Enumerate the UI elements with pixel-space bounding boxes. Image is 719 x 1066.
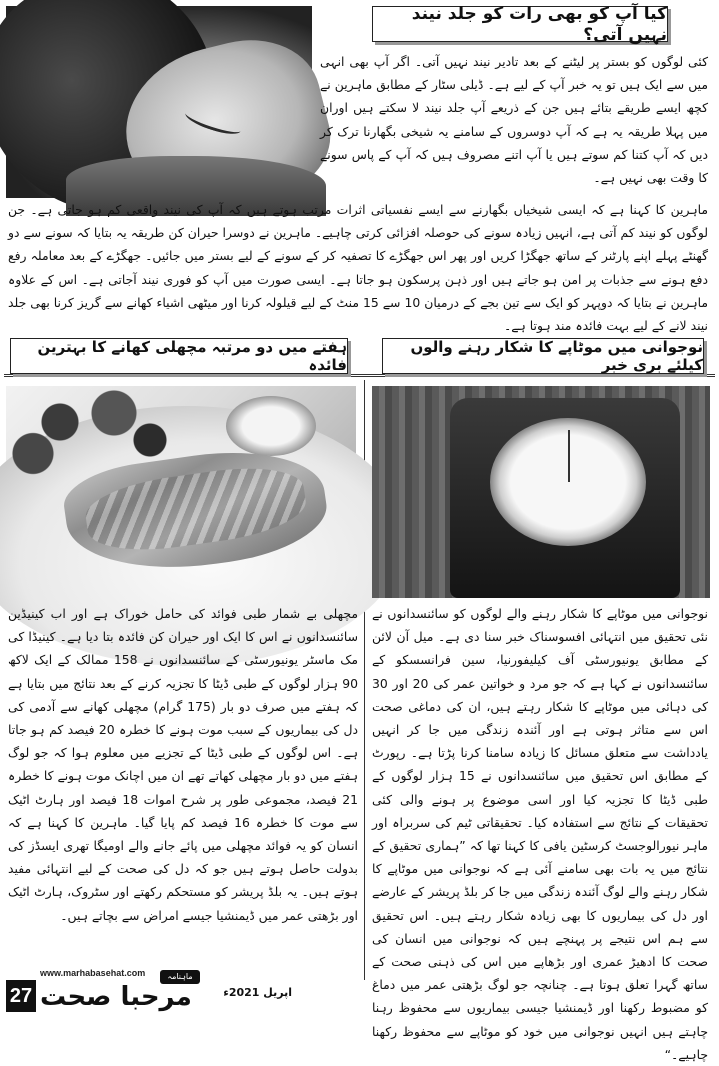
sleeping-woman-photo [6,6,312,198]
top-article-title: کیا آپ کو بھی رات کو جلد نیند نہیں آتی؟ [372,6,668,42]
page-number: 27 [6,980,36,1012]
salmon-dish-photo [6,386,356,598]
weighing-scale-photo [372,386,710,598]
website-link[interactable]: www.marhabasehat.com [40,968,146,978]
issue-date: اپریل 2021ء [223,986,292,999]
magazine-tag: ماہنامہ [160,970,200,984]
top-article-body-part-1: کئی لوگوں کو بستر پر لیٹنے کے بعد تادیر نیند نہیں آتی۔ اگر آپ بھی انہی میں سے ایک ہیں تو یہ خبر آپ کے لیے ہے۔ ڈیلی سٹار کے مطابق ماہرین نے کچھ ایسے طریقے بتائے ہیں جن کے ذریعے آپ جلد نیند لا سکتے ہیں اوران میں پہلا طریقہ یہ ہے کہ آپ دوسروں کے سامنے یہ شیخی بگھارنا ترک کر دیں کہ آپ کتنا کم سوتے ہیں یا آپ اتنے مصروف ہیں کہ آپ کے پاس سونے کا وقت بھی نہیں ہے۔ [320,54,708,186]
top-article-body-part-2: ماہرین کا کہنا ہے کہ ایسی شیخیاں بگھارنے سے ایسے نفسیاتی اثرات مرتب ہوتے ہیں کہ آپ کی نیند واقعی کم ہو جاتی ہے۔ جن لوگوں کو نیند کم آتی ہے، انہیں زیادہ سونے کی حوصلہ افزائی کرتی چاہیے۔ ماہرین نے دوسرا حیران کن طریقہ یہ بتایا کہ سونے سے دو گھنٹے پہلے اپنے پارٹنر کے ساتھ جھگڑا کریں اور پھر اس جھگڑے کا تصفیہ کر کے سونے کے لیے بستر میں جائیں۔ جھگڑے کے بعد معاملہ رفع دفع ہونے سے جذبات پر امن ہو جاتے ہیں اور ذہن پرسکون ہو جاتا ہے۔ ایسی صورت میں آپ کو فوری نیند آجاتی ہے۔ اس کے علاوہ ماہرین نے بتایا کہ دوپہر کو ایک سے تین بجے کے درمیان 10 سے 15 منٹ کے لیے قیلولہ کرنا اور میٹھی اشیاء کھانے سے گریز کرنا بھی جلد نیند لانے کے لیے بہت فائدہ مند ہوتا ہے۔ [8,202,708,334]
magazine-masthead: مرحبا صحت [40,982,192,1012]
obesity-article-body: نوجوانی میں موٹاپے کا شکار رہنے والے لوگوں کو سائنسدانوں نے نئی تحقیق میں انتہائی افسوسناک خبر سنا دی ہے۔ میل آن لائن کے مطابق یونیورسٹی آف کیلیفورنیا، سین فرانسسکو کے سائنسدانوں نے کہا ہے کہ جو مرد و خواتین عمر کی 20 اور 30 کی دہائی میں موٹاپے کا شکار رہتے ہیں، ان کی دماغی صحت اس سے متاثر ہوتی ہے اور آئندہ زندگی میں جا کر انہیں یادداشت سے متعلق مسائل کا زیادہ سامنا کرنا پڑتا ہے۔ رپورٹ کے مطابق اس تحقیق میں سائنسدانوں نے 15 ہزار لوگوں کے طبی ڈیٹا کا تجزیہ کیا اور اسی موضوع پر ہونے والی کئی تحقیقات کے نتائج سے استفادہ کیا۔ تحقیقاتی ٹیم کی سربراہ اور ماہر نیورالوجسٹ کرسٹین یافی کا کہنا تھا کہ ”ہماری تحقیق کے نتائج میں یہ بات بھی سامنے آئی ہے کہ نوجوانی میں موٹاپے کا شکار رہنے والے لوگ آئندہ زندگی میں جا کر بلڈ پریشر کے عارضے اور دل کی بیماریوں کا بھی زیادہ شکار رہتے ہیں۔ اس تحقیق سے ہم اس نتیجے پر پہنچے ہیں کہ نوجوانی میں انسان کی صحت کا ادھیڑ عمری اور بڑھاپے میں اس کی ذہنی صحت کے ساتھ گہرا تعلق ہوتا ہے۔ چنانچہ جو لوگ بڑھتی عمر میں دماغ کو مضبوط رکھنا اور ڈیمنشیا جیسی بیماریوں سے محفوظ رہنا چاہتے ہیں انہیں نوجوانی میں خود کو موٹاپے سے محفوظ رکھنا چاہیے۔“ [372,606,708,1062]
fish-article-title: ہفتے میں دو مرتبہ مچھلی کھانے کا بہترین فائدہ [10,338,348,374]
fish-article-body: مچھلی بے شمار طبی فوائد کی حامل خوراک ہے اور اب کینیڈین سائنسدانوں نے اس کا ایک اور حیران کن فائدہ بتا دیا ہے۔ کینیڈا کی مک ماسٹر یونیورسٹی کے سائنسدانوں نے 158 ممالک کے ایک لاکھ 90 ہزار لوگوں کے طبی ڈیٹا کا تجزیہ کرنے کے بعد نتائج میں بتایا ہے کہ ہفتے میں صرف دو بار (175 گرام) مچھلی کھانے سے آدمی کی دل کی بیماریوں کے سبب موت ہونے کا خطرہ 20 فیصد کم ہو جاتا ہے۔ اس لوگوں کے طبی ڈیٹا کے تجزیے میں معلوم ہوا کہ جو لوگ ہفتے میں دو بار مچھلی کھاتے تھے ان میں اچانک موت ہونے کا خطرہ 21 فیصد، مجموعی طور پر شرح اموات 18 فیصد اور ہارٹ اٹیک سے موت کا خطرہ 16 فیصد کم پایا گیا۔ ماہرین کا کہنا ہے کہ انسان کو یہ فوائد مچھلی میں پائے جانے والے اومیگا تھری ایسڈز کی بدولت حاصل ہوتے ہیں جو کہ دل کی صحت کے لیے انتہائی مفید ہوتے ہیں۔ یہ بلڈ پریشر کو مستحکم رکھتے اور سٹروک، ہارٹ اٹیک اور بڑھتی عمر میں ڈیمنشیا جیسے امراض سے بچاتے ہیں۔ [8,606,359,923]
section-divider [4,374,715,377]
obesity-article-title: نوجوانی میں موٹاپے کا شکار رہنے والوں کیلئے بری خبر [382,338,704,374]
